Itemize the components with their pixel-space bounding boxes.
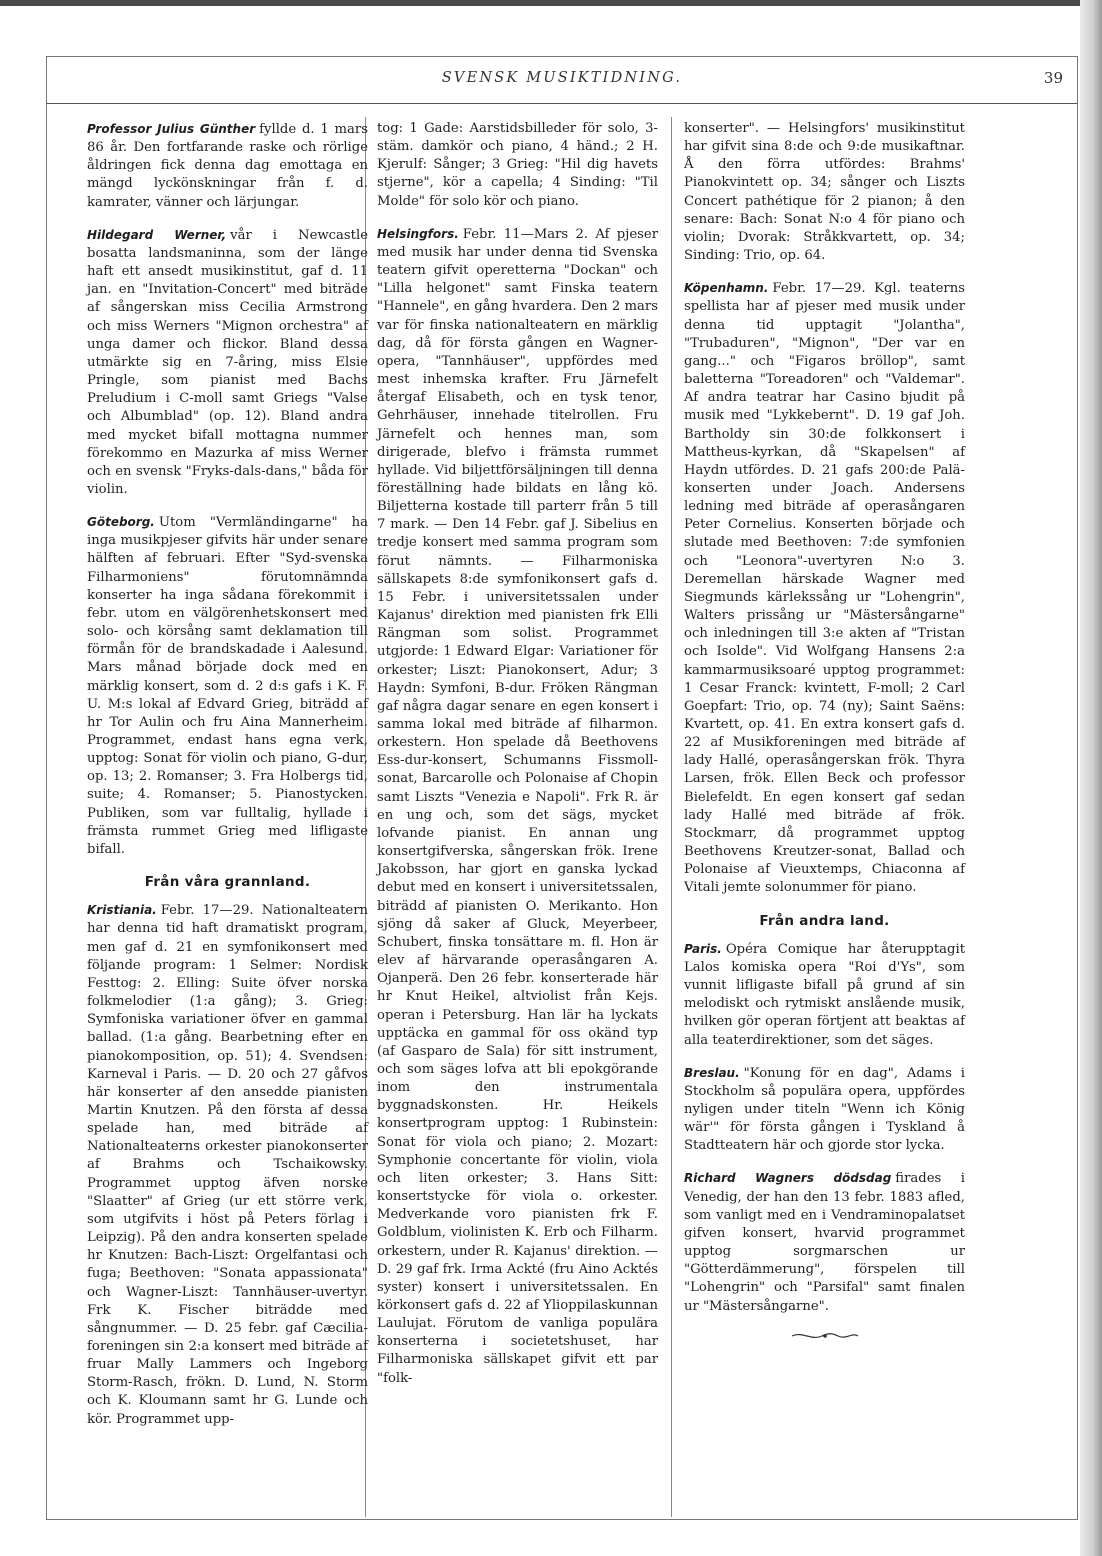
item-text: Utom "Vermländingarne" ha inga musikpjeser gifvits här under senare hälften af februari. Efter "Syd-svenska Filharmoniens" förutomnämnda konserter ha inga sådana förekommit i febr. utom en välgörenhetskonsert med solo- och körsång samt deklamation till förmån för de brandskadade i Aalesund. Mars månad började dock med en märklig konsert, som d. 2 d:s gafs i K. F. U. M:s lokal af Edvard Grieg, biträdd af hr Tor Aulin och fru Aina Mannerheim. Programmet, endast hans egna verk, upptog: Sonat för violin och piano, G-dur, op. 13; 2. Romanser; 3. Fra Holbergs tid, suite; 4. Romanser; 5. Pianostycken. Publiken, som var fulltalig, hyllade i främsta rummet Grieg med lifligaste bifall. [87,515,368,857]
news-item [684,940,965,1050]
item-text: konserter". — Helsingfors' musikinstitut har gifvit sina 8:de och 9:de musikaftnar. Å den förra utfördes: Brahms' Pianokvintett op. 34; sånger och Liszts Concert pathétique för 2 pianon; å den senare: Bach: Sonat N:o 4 för piano och violin; Dvorak: Stråkkvartett, op. 34; Sinding: Trio, op. 64. [684,121,965,264]
item-text: vår i Newcastle bosatta landsmaninna, som der länge haft ett ansedt musikinstitut, gaf d. 11 jan. en "Invitation-Concert" med biträde af sångerskan miss Cecilia Armstrong och miss Werners "Mignon orchestra" af unga damer och flickor. Bland dessa utmärkte sig en 7-åring, miss Elsie Pringle, som pianist med Bachs Preludium i C-moll samt Griegs "Valse och Albumblad" (op. 12). Bland andra med mycket bifall mottagna nummer förekommo en Mazurka af miss Werner och en svensk "Fryks-dals-dans," båda för violin. [87,227,369,497]
news-item [87,226,368,499]
item-lead: Professor Julius Günther [87,122,256,136]
item-text: tog: 1 Gade: Aarstidsbilleder för solo, 3-stäm. damkör och piano, 4 händ.; 2 H. Kjerulf: Sånger; 3 Grieg: "Hil dig havets stjerne", kör a capella; 4 Sinding: "Til Molde" för solo kör och piano. [377,121,658,209]
item-lead: Breslau. [684,1065,740,1080]
item-lead: Richard Wagners dödsdag [684,1171,892,1186]
item-lead: Kristiania. [87,903,157,918]
item-lead: Paris. [684,941,722,956]
news-item [377,120,658,211]
journal-page [46,56,1078,1520]
item-text: "Konung för en dag", Adams i Stockholm så populära opera, uppfördes nyligen under titeln "Wenn ich König wär'" för första gången i Tyskland å Stadtteatern här och gjorde stor lycka. [684,1065,965,1154]
column-3 [684,120,965,1348]
item-text: Opéra Comique har återupptagit Lalos komiska opera "Roi d'Ys", som vunnit lifligaste bifall på grund af sin melodiskt och rytmiskt anslående musik, hvilken gör operan förtjent att beaktas af alla teaterdirektioner, som det säges. [684,941,965,1048]
news-item [377,225,658,1388]
scan-right-margin [1080,0,1102,1556]
news-item [87,120,368,212]
news-item [87,901,368,1429]
item-lead: Helsingfors. [377,226,459,241]
item-lead: Hildegard Werner, [87,227,227,242]
news-item [684,1169,965,1315]
page-header [47,57,1077,104]
column-2 [377,120,658,1402]
item-text: firades i Venedig, der han den 13 febr. 1883 afled, som vanligt med en i Vendraminopalatset gifven konsert, hvarvid programmet upptog sorgmarschen ur "Götterdämmerung", förspelen till "Lohengrin" och "Parsifal" samt finalen ur "Mästersångarne". [684,1171,965,1314]
item-text: Febr. 17—29. Kgl. teaterns spellista har af pjeser med musik under denna tid upptagit "Jolantha", "Trubaduren", "Mignon", "Der var en gang..." och "Figaros bröllop", samt baletterna "Toreadoren" och "Valdemar". Af andra teatrar har Casino bjudit på musik med "Lykkebernt". D. 19 gaf Joh. Bartholdy sin 30:de folkkonsert i Mattheus-kyrkan, då "Skapelsen" af Haydn utfördes. D. 21 gafs 200:de Palä-konserten under Joach. Andersens ledning med biträde af operasångaren Peter Cornelius. Konserten började och slutade med Beethoven: 7:de symfonien och "Leonora"-uvertyren N:o 3. Deremellan härskade Wagner med Siegmunds kärlekssång ur "Lohengrin", Walters prissång ur "Mästersångarne" och inledningen till 3:e akten af "Tristan och Isolde". Vid Wolfgang Hansens 2:a kammarmusiksoaré upptog programmet: 1 Cesar Franck: kvintett, F-moll; 2 Carl Goepfart: Trio, op. 74 (ny); Saint Saëns: Kvartett, op. 41. En extra konsert gafs d. 22 af Musikforeningen med biträde af lady Hallé, operasångerskan frök. Thyra Larsen, frök. Ellen Beck och professor Bielefeldt. En egen konsert gaf sedan lady Hallé med biträde af frök. Stockmarr, då programmet upptog Beethovens Kreutzer-sonat, Ballad och Polonaise af Vieuxtemps, Chiaconna af Vitali jemte solonummer för piano. [684,281,965,896]
item-text: Febr. 11—Mars 2. Af pjeser med musik har under denna tid Svenska teatern gifvit operetterna "Dockan" och "Lilla helgonet" samt Finska teatern "Hannele", en gång hvardera. Den 2 mars var för finska nationalteatern en märklig dag, då för första gången en Wagner-opera, "Tannhäuser", uppfördes med mest inhemska krafter. Fru Järnefelt återgaf Elisabeth, och en tysk tenor, Gehrhäuser, innehade titelrollen. Fru Järnefelt och hennes man, som dirigerade, blefvo i främsta rummet hyllade. Vid biljettförsäljningen till denna föreställning hade bildats en lång kö. Biljetterna kostade till parterr från 5 till 7 mark. — Den 14 Febr. gaf J. Sibelius en tredje konsert med samma program som förut nämnts. — Filharmoniska sällskapets 8:de symfonikonsert gafs d. 15 Febr. i universitetssalen under Kajanus' direktion med pianisten frk Elli Rängman som solist. Programmet utgjorde: 1 Edward Elgar: Variationer för orkester; Liszt: Pianokonsert, Adur; 3 Haydn: Symfoni, B-dur. Fröken Rängman gaf några dagar senare en egen konsert i samma lokal med biträde af filharmon. orkestern. Hon spelade då Beethovens Ess-dur-konsert, Schumanns Fissmoll-sonat, Barcarolle och Polonaise af Chopin samt Liszts "Venezia e Napoli". Frk R. är en ung och, som det sägs, mycket lofvande pianist. En annan ung konsertgifverska, sångerskan frök. Irene Jakobsson, har gjort en ganska lyckad debut med en konsert i universitetssalen, biträdd af pianisten O. Merikanto. Hon sjöng då saker af Gluck, Meyerbeer, Schubert, finska tonsättare m. fl. Hon är elev af härvarande operasångaren A. Ojanperä. Den 26 febr. konserterade här hr Knut Heikel, altviolist från Kejs. operan i Petersburg. Han lär ha lyckats upptäcka en gammal för oss okänd typ (af Gasparo de Sala) för sitt instrument, och som säges lofva att bli epokgörande inom den instrumentala byggnadskonsten. Hr. Heikels konsertprogram upptog: 1 Rubinstein: Sonat för viola och piano; 2. Mozart: Symphonie concertante för violin, viola och liten orkester; 3. Hans Sitt: konsertstycke för viola o. orkester. Medverkande voro pianisten frk F. Goldblum, violinisten K. Erb och Filharm. orkestern, under R. Kajanus' direktion. — D. 29 gaf frk. Irma Ackté (fru Aino Acktés syster) konsert i universitetssalen. En körkonsert gafs d. 22 af Ylioppilaskunnan Laulujat. Förutom de vanliga populära konserterna i societetshuset, har Filharmoniska sällskapet gifvit ett par "folk- [377,226,658,1386]
item-lead: Göteborg. [87,515,155,530]
news-item [684,279,965,897]
news-item [684,1064,965,1156]
ornament-flourish-icon [790,1330,860,1342]
page-number: 39 [1043,69,1063,87]
news-item [684,120,965,265]
column-1 [87,120,368,1443]
section-heading: Från andra land. [759,912,890,929]
running-title: SVENSK MUSIKTIDNING. [441,70,683,86]
item-text: fyllde d. 1 mars 86 år. Den fortfarande raske och rörlige åldringen fick denna dag emottaga en mängd lyckönskningar från f. d. kamrater, vänner och lärjungar. [87,122,368,210]
news-item [87,513,368,859]
end-ornament-icon [684,1330,965,1348]
section-heading: Från våra grannland. [144,874,311,891]
scan-top-edge [0,0,1102,6]
item-lead: Köpenhamn. [684,281,769,296]
column-rule [671,117,672,1517]
item-text: Febr. 17—29. Nationalteatern har denna tid haft dramatiskt program, men gaf d. 21 en symfonikonsert med följande program: 1 Selmer: Nordisk Festtog: 2. Elling: Suite öfver norska folkmelodier (1:a gång); 3. Grieg: Symfoniska variationer öfver en gammal ballad. (1:a gång. Bearbetning efter en pianokomposition, op. 51); 4. Svendsen: Karneval i Paris. — D. 20 och 27 gåfvos här konserter af den ansedde pianisten Martin Knutzen. På den första af dessa spelade han, med biträde af Nationalteaterns orkester pianokonserter af Brahms och Tschaikowsky. Programmet upptog äfven norske "Slaatter" af Grieg (ur ett större verk, som utgifvits i höst på Peters förlag i Leipzig). På den andra konserten spelade hr Knutzen: Bach-Liszt: Orgelfantasi och fuga; Beethoven: "Sonata appassionata" och Wagner-Liszt: Tannhäuser-uvertyr. Frk K. Fischer biträdde med sångnummer. — D. 25 febr. gaf Cæcilia-foreningen sin 2:a konsert med biträde af fruar Mally Lammers och Ingeborg Storm-Rasch, frökn. D. Lund, N. Storm och K. Kloumann samt hr G. Lunde och kör. Programmet upp- [87,903,368,1427]
